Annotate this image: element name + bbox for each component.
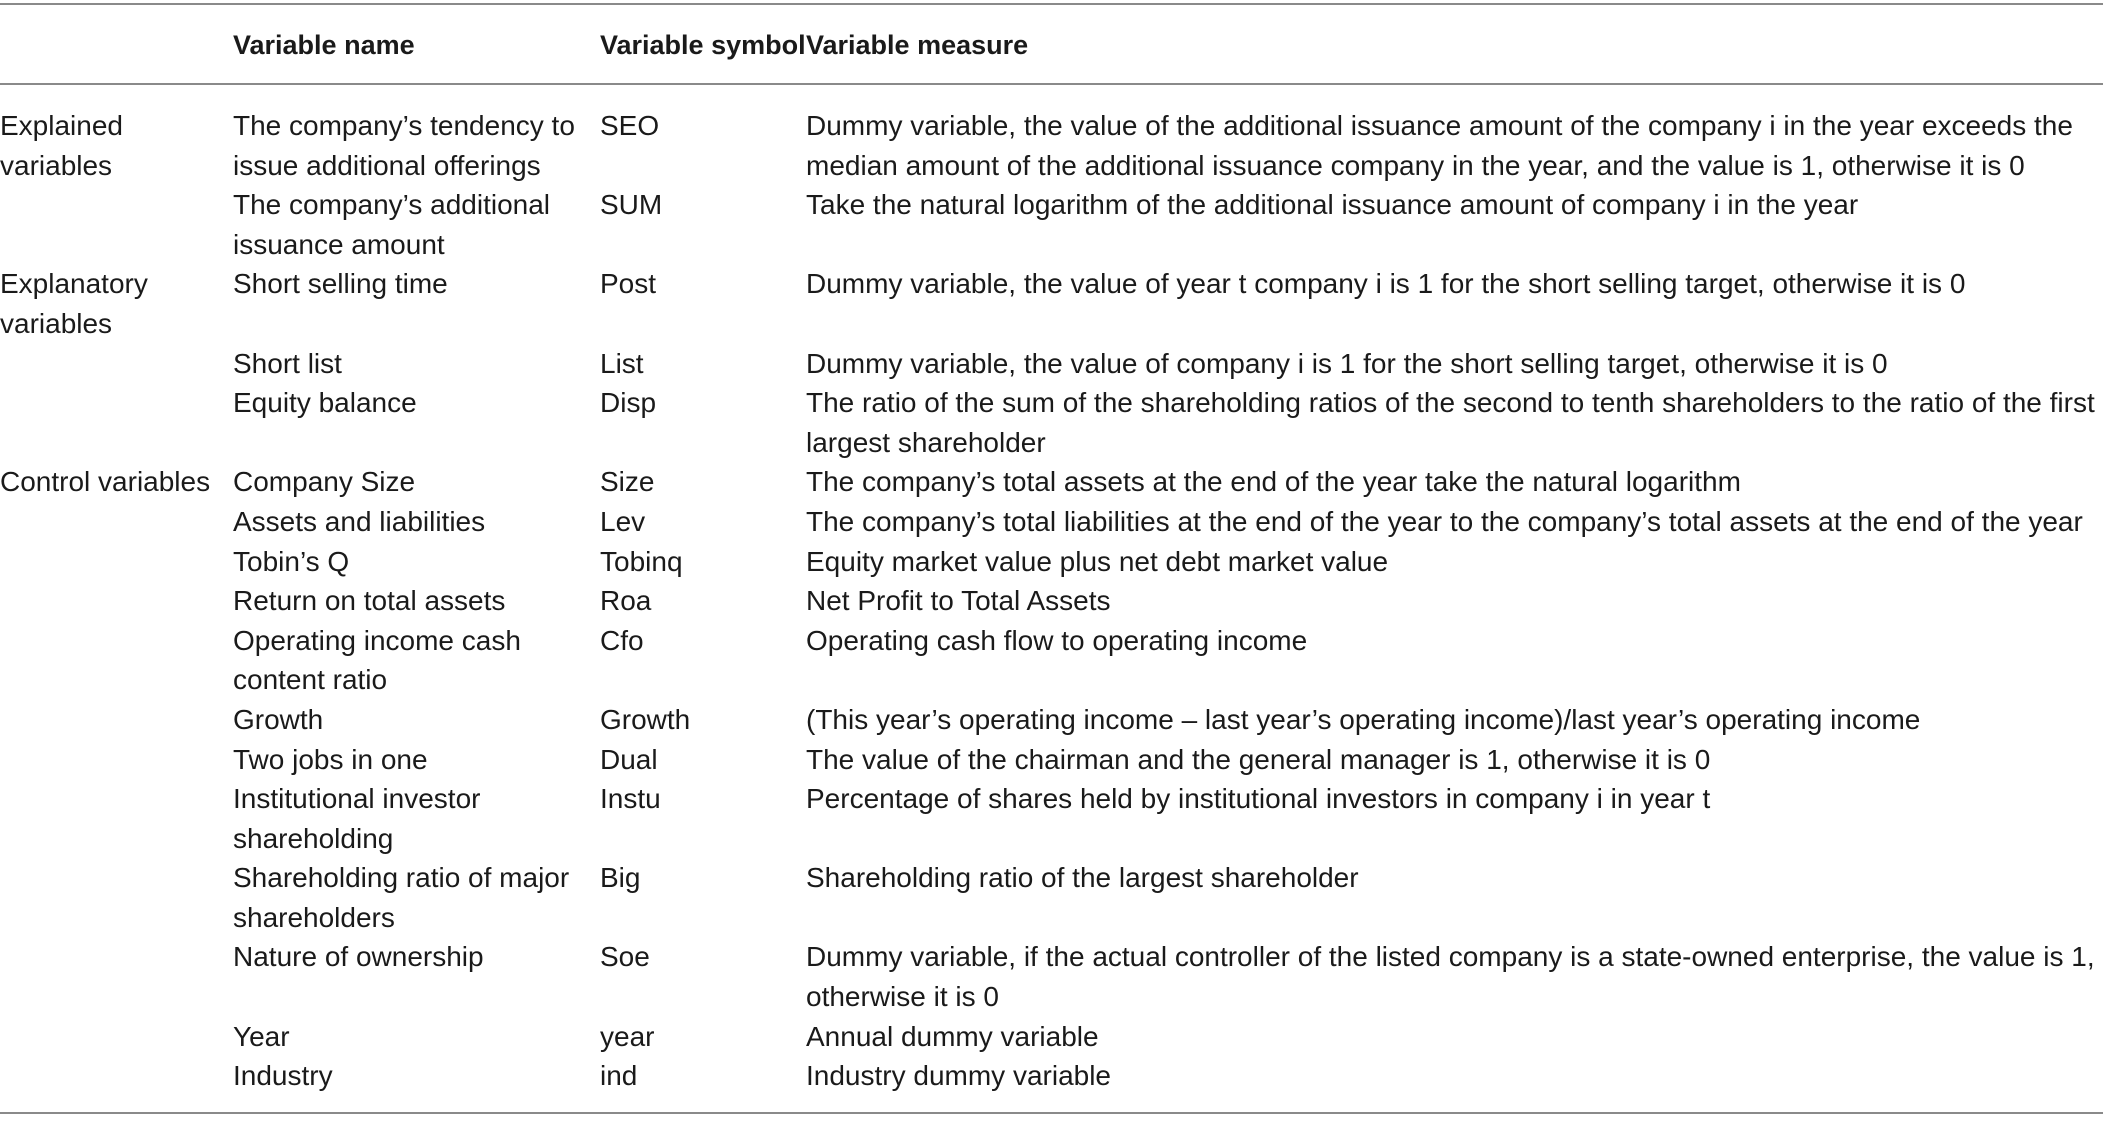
- variable-symbol-cell: SUM: [600, 189, 663, 221]
- variable-group-cell: [0, 779, 233, 858]
- table-row: [0, 84, 2103, 185]
- variable-symbol-cell: Tobinq: [600, 545, 683, 577]
- variable-symbol-cell: Soe: [600, 941, 650, 973]
- variable-group-cell: [0, 383, 233, 462]
- variable-group-cell: [0, 700, 233, 740]
- variable-group-cell: Explained variables: [0, 110, 123, 181]
- header-row: [0, 4, 2103, 84]
- variable-name-cell: Growth: [233, 703, 324, 735]
- variable-measure-cell: The company’s total assets at the end of the year take the natural logarithm: [806, 466, 1741, 498]
- variable-symbol-cell: Cfo: [600, 624, 644, 656]
- table-row: [0, 779, 2103, 858]
- variable-measure-cell: The company’s total liabilities at the end of the year to the company’s total assets at the end of the year: [806, 505, 2083, 537]
- table-row: [0, 1017, 2103, 1057]
- variable-name-cell: Two jobs in one: [233, 743, 428, 775]
- table-body: [0, 84, 2103, 1113]
- table-row: [0, 621, 2103, 700]
- table-row: [0, 581, 2103, 621]
- variable-symbol-cell: Roa: [600, 585, 652, 617]
- variable-group-cell: [0, 344, 233, 384]
- variable-symbol-cell: Dual: [600, 743, 658, 775]
- variable-group-cell: [0, 1017, 233, 1057]
- variable-group-cell: [0, 581, 233, 621]
- table-row: [0, 740, 2103, 780]
- variable-name-cell: Equity balance: [233, 387, 417, 419]
- variable-symbol-cell: Lev: [600, 505, 646, 537]
- table-row: [0, 264, 2103, 343]
- variable-symbol-cell: Post: [600, 268, 657, 300]
- table-row: [0, 858, 2103, 937]
- table-row: [0, 700, 2103, 740]
- variable-measure-cell: Shareholding ratio of the largest shareholder: [806, 862, 1359, 894]
- variable-group-cell: Explanatory variables: [0, 268, 148, 339]
- variable-measure-cell: Industry dummy variable: [806, 1060, 1112, 1092]
- variable-name-cell: Year: [233, 1020, 290, 1052]
- variable-measure-cell: Take the natural logarithm of the additional issuance amount of company i in the year: [806, 189, 1859, 221]
- variable-symbol-cell: Big: [600, 862, 641, 894]
- variable-symbol-cell: Growth: [600, 703, 691, 735]
- variable-measure-cell: Dummy variable, the value of year t company i is 1 for the short selling target, otherwise it is 0: [806, 268, 1966, 300]
- variable-symbol-cell: Size: [600, 466, 655, 498]
- table-row: [0, 344, 2103, 384]
- variable-name-cell: Short list: [233, 347, 342, 379]
- table-header: [0, 4, 2103, 84]
- variable-group-cell: [0, 740, 233, 780]
- variable-symbol-cell: year: [600, 1020, 655, 1052]
- variable-measure-cell: Net Profit to Total Assets: [806, 585, 1111, 617]
- variable-name-cell: Industry: [233, 1060, 333, 1092]
- variable-group-cell: [0, 502, 233, 542]
- variable-group-cell: [0, 858, 233, 937]
- variable-measure-cell: Equity market value plus net debt market value: [806, 545, 1389, 577]
- variable-name-cell: Nature of ownership: [233, 941, 484, 973]
- variable-measure-cell: The ratio of the sum of the shareholding ratios of the second to tenth shareholders to the ratio of the first largest shareholder: [806, 387, 2095, 458]
- variable-measure-cell: Dummy variable, if the actual controller of the listed company is a state-owned enterprise, the value is 1, otherwise it is 0: [806, 941, 2095, 1013]
- variable-measure-cell: Dummy variable, the value of company i is 1 for the short selling target, otherwise it is 0: [806, 347, 1888, 379]
- table-row: [0, 1056, 2103, 1113]
- variable-name-cell: Tobin’s Q: [233, 545, 350, 577]
- variable-group-cell: [0, 542, 233, 582]
- variable-name-cell: Short selling time: [233, 268, 448, 300]
- variables-table: [0, 3, 2103, 1114]
- table-row: [0, 185, 2103, 264]
- variable-symbol-cell: Instu: [600, 783, 661, 815]
- variable-symbol-cell: ind: [600, 1060, 638, 1092]
- variable-measure-cell: Percentage of shares held by institutional investors in company i in year t: [806, 783, 1711, 815]
- variable-symbol-cell: SEO: [600, 110, 660, 141]
- table-row: [0, 502, 2103, 542]
- table-row: [0, 383, 2103, 462]
- variable-name-cell: Institutional investor shareholding: [233, 783, 481, 854]
- header-variable-name: Variable name: [233, 30, 415, 60]
- table-row: [0, 937, 2103, 1016]
- variable-name-cell: Operating income cash content ratio: [233, 624, 521, 696]
- variable-name-cell: Assets and liabilities: [233, 505, 486, 537]
- variable-measure-cell: Operating cash flow to operating income: [806, 624, 1308, 656]
- header-variable-symbol: Variable symbol: [600, 30, 806, 60]
- variable-symbol-cell: List: [600, 347, 644, 379]
- table-row: [0, 542, 2103, 582]
- variable-symbol-cell: Disp: [600, 387, 657, 419]
- variable-group-cell: [0, 621, 233, 700]
- variable-measure-cell: Annual dummy variable: [806, 1020, 1099, 1052]
- variable-group-cell: [0, 185, 233, 264]
- variable-name-cell: Return on total assets: [233, 585, 506, 617]
- variable-name-cell: Company Size: [233, 466, 416, 498]
- variable-name-cell: The company’s tendency to issue additional offerings: [233, 110, 575, 181]
- header-group: [0, 4, 233, 84]
- header-variable-measure: Variable measure: [806, 30, 1029, 60]
- variable-measure-cell: The value of the chairman and the general manager is 1, otherwise it is 0: [806, 743, 1711, 775]
- variable-name-cell: The company’s additional issuance amount: [233, 189, 551, 260]
- variable-group-cell: Control variables: [0, 466, 211, 498]
- table-row: [0, 462, 2103, 502]
- variable-name-cell: Shareholding ratio of major shareholders: [233, 862, 570, 933]
- variable-group-cell: [0, 937, 233, 1016]
- variable-measure-cell: Dummy variable, the value of the additional issuance amount of the company i in the year exceeds the median amount of the additional issuance company in the year, and the value is 1, otherwise it is 0: [806, 110, 2073, 181]
- variable-measure-cell: (This year’s operating income – last year’s operating income)/last year’s operating income: [806, 703, 1921, 735]
- variable-group-cell: [0, 1056, 233, 1113]
